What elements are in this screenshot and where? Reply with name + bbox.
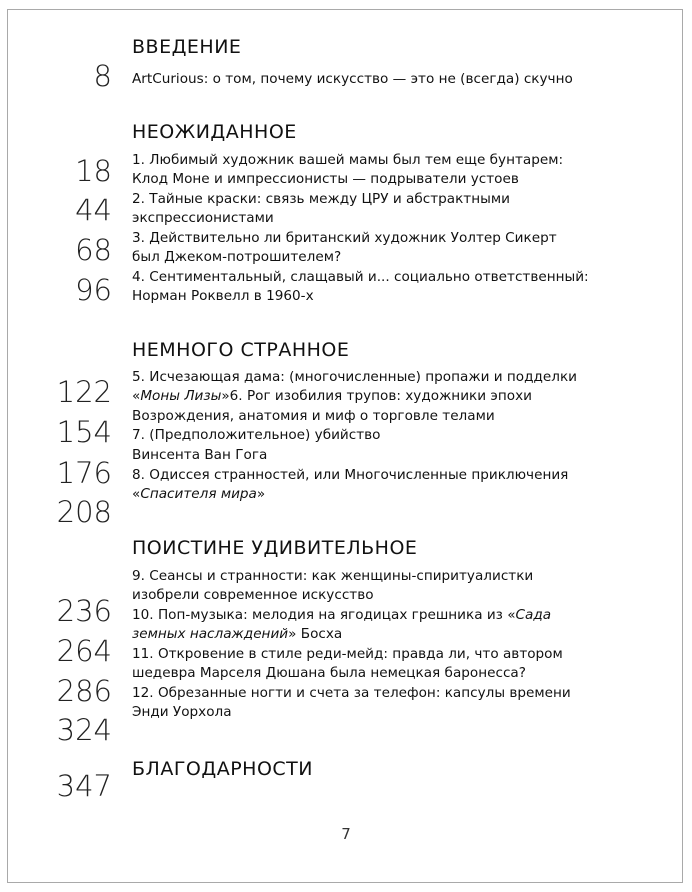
toc-entry-4-line1: 4. Сентиментальный, слащавый и... социально ответственный: [132, 269, 589, 285]
page-number: 286 [56, 674, 112, 708]
toc-entry-3-line1: 3. Действительно ли британский художник Уолтер Сикерт [132, 230, 557, 246]
garden-title-part1: Сада [515, 607, 552, 623]
page-number: 236 [56, 594, 112, 628]
section-title-intro: ВВЕДЕНИЕ [132, 36, 242, 58]
toc-entry-2-line1: 2. Тайные краски: связь между ЦРУ и абстрактными [132, 191, 510, 207]
toc-entry-4-line2: Норман Роквелл в 1960-х [132, 288, 314, 304]
salvator-mundi-title: Спасителя мира [140, 486, 257, 502]
entry-10-text: 10. Поп-музыка: мелодия на ягодицах грешника из « [132, 607, 516, 623]
folio-page-number: 7 [341, 825, 351, 843]
toc-entry-5-line2 [132, 387, 532, 407]
toc-entry-10-line1 [132, 606, 551, 626]
toc-entry-11-line2: шедевра Марселя Дюшана была немецкая баронесса? [132, 665, 526, 681]
toc-entry-11-line1: 11. Откровение в стиле реди-мейд: правда ли, что автором [132, 646, 563, 662]
section-title-amazing: ПОИСТИНЕ УДИВИТЕЛЬНОЕ [132, 537, 418, 559]
quote-open: « [132, 388, 141, 404]
page-number: 264 [56, 634, 112, 668]
page-number: 208 [56, 495, 112, 529]
toc-entry-intro: ArtCurious: о том, почему искусство — это не (всегда) скучно [132, 71, 573, 87]
toc-entry-1-line1: 1. Любимый художник вашей мамы был тем еще бунтарем: [132, 152, 564, 168]
toc-entry-9-line1: 9. Сеансы и странности: как женщины-спиритуалистки [132, 568, 534, 584]
entry-10-author: » Босха [288, 626, 343, 642]
page-number: 8 [93, 59, 112, 93]
section-title-acknowledgements: БЛАГОДАРНОСТИ [132, 758, 313, 780]
page-number: 44 [75, 193, 112, 227]
toc-entry-12-line1: 12. Обрезанные ногти и счета за телефон: капсулы времени [132, 685, 571, 701]
page-number: 324 [56, 713, 112, 747]
section-title-unexpected: НЕОЖИДАННОЕ [132, 121, 297, 143]
toc-entry-9-line2: изобрели современное искусство [132, 587, 374, 603]
toc-entry-1-line2: Клод Моне и импрессионисты — подрыватели устоев [132, 171, 519, 187]
toc-entry-6-line2: Возрождения, анатомия и миф о торговле телами [132, 408, 495, 424]
page-number: 154 [56, 415, 112, 449]
entry-6-start: »6. Рог изобилия трупов: художники эпохи [221, 388, 532, 404]
toc-entry-8-line1: 8. Одиссея странностей, или Многочисленные приключения [132, 467, 569, 483]
toc-entry-3-line2: был Джеком-потрошителем? [132, 249, 342, 265]
page-number: 96 [75, 273, 112, 307]
toc-entry-8-line2 [132, 485, 265, 505]
toc-entry-2-line2: экспрессионистами [132, 210, 274, 226]
page-number: 347 [56, 769, 112, 803]
page-number: 18 [75, 154, 112, 188]
toc-entry-5-line1: 5. Исчезающая дама: (многочисленные) пропажи и подделки [132, 369, 577, 385]
page-number: 122 [56, 375, 112, 409]
quote-close: » [256, 486, 266, 502]
toc-entry-7-line1: 7. (Предположительное) убийство [132, 427, 381, 443]
quote-open: « [132, 486, 141, 502]
toc-entry-10-line2 [132, 625, 342, 645]
page-number: 176 [56, 456, 112, 490]
mona-lisa-title: Моны Лизы [140, 388, 222, 404]
section-title-strange: НЕМНОГО СТРАННОЕ [132, 339, 350, 361]
garden-title-part2: земных наслаждений [132, 626, 289, 642]
toc-entry-12-line2: Энди Уорхола [132, 704, 232, 720]
page-number: 68 [75, 233, 112, 267]
toc-entry-7-line2: Винсента Ван Гога [132, 447, 268, 463]
